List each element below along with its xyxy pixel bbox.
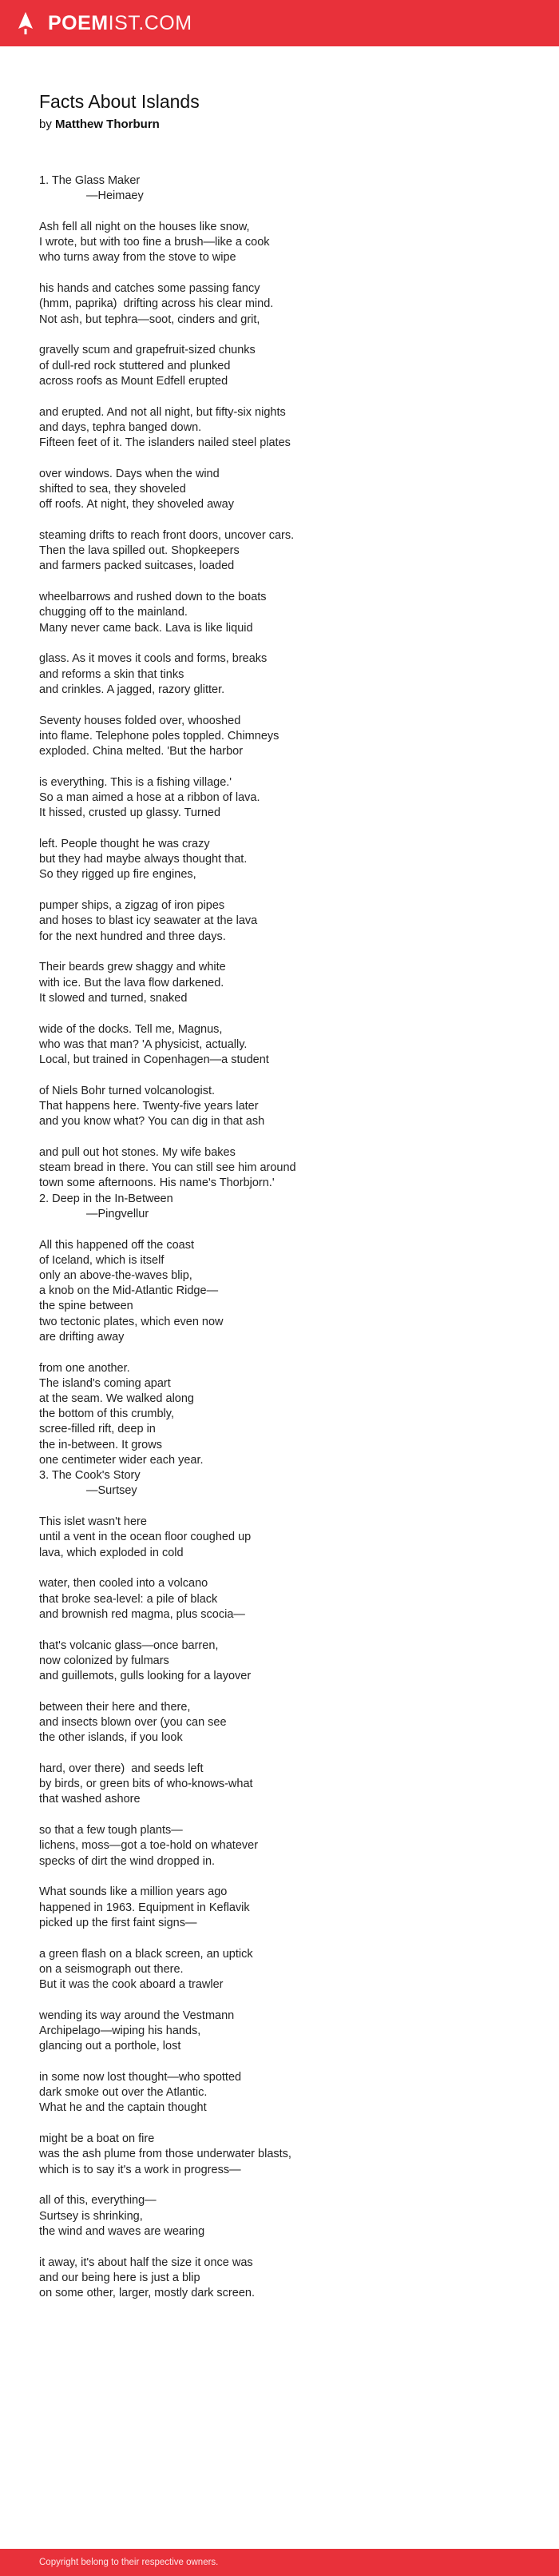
poem-line: a knob on the Mid-Atlantic Ridge— <box>39 1284 219 1298</box>
poem-line: now colonized by fulmars <box>39 1654 169 1667</box>
poem-line: What he and the captain thought <box>39 2101 207 2115</box>
poem-line: left. People thought he was crazy <box>39 838 210 851</box>
poem-stanza <box>39 714 534 760</box>
poem-line: and you know what? You can dig in that ash <box>39 1115 265 1129</box>
poem-line: a green flash on a black screen, an uptick <box>39 1947 253 1961</box>
poem-line: The island's coming apart <box>39 1376 171 1390</box>
poem-line: of Niels Bohr turned volcanologist. <box>39 1084 216 1097</box>
poem-line: of Iceland, which is itself <box>39 1253 165 1267</box>
poem-stanza <box>39 2193 534 2240</box>
poem-line: It slowed and turned, snaked <box>39 991 188 1005</box>
poem-stanza <box>39 1361 534 1499</box>
poem-line: pumper ships, a zigzag of iron pipes <box>39 899 225 913</box>
poem-line: wheelbarrows and rushed down to the boats <box>39 591 267 604</box>
poem-line: with ice. But the lava flow darkened. <box>39 976 224 989</box>
site-footer <box>0 2549 559 2576</box>
poem-line: and days, tephra banged down. <box>39 420 202 434</box>
poem-line: only an above-the-waves blip, <box>39 1269 192 1283</box>
poem-line: picked up the first faint signs— <box>39 1916 197 1929</box>
poem-stanza <box>39 1145 534 1222</box>
poem-line: his hands and catches some passing fancy <box>39 282 260 296</box>
poem-line: is everything. This is a fishing village.' <box>39 775 232 789</box>
poem-line: which is to say it's a work in progress— <box>39 2163 241 2176</box>
poem-line: and pull out hot stones. My wife bakes <box>39 1146 236 1160</box>
poem-line: between their here and there, <box>39 1700 191 1714</box>
poem-line: 2. Deep in the In-Between <box>39 1192 173 1205</box>
poem-line: 3. The Cook's Story <box>39 1469 141 1483</box>
poem-line: the other islands, if you look <box>39 1731 183 1745</box>
poem-stanza <box>39 2132 534 2178</box>
poem-line: Archipelago—wiping his hands, <box>39 2024 201 2037</box>
poem-stanza <box>39 775 534 822</box>
poem-line: the bottom of this crumbly, <box>39 1407 174 1421</box>
poem-line: so that a few tough plants— <box>39 1824 183 1837</box>
poem-line: Not ash, but tephra—soot, cinders and grit, <box>39 313 260 326</box>
poem-stanza <box>39 898 534 945</box>
poem-line: wending its way around the Vestmann <box>39 2009 235 2022</box>
brand-bold: POEM <box>48 12 109 34</box>
poem-line: the spine between <box>39 1300 133 1313</box>
poem-line: in some now lost thought—who spotted <box>39 2070 242 2084</box>
poem-stanza <box>39 173 534 204</box>
poem-stanza <box>39 2070 534 2116</box>
poem-stanza <box>39 1022 534 1069</box>
quill-pen-icon[interactable] <box>17 11 34 35</box>
poem-line: I wrote, but with too fine a brush—like a cook <box>39 236 270 249</box>
poem-line: and crinkles. A jagged, razory glitter. <box>39 683 225 696</box>
poem-line: over windows. Days when the wind <box>39 467 220 480</box>
poem-line: exploded. China melted. 'But the harbor <box>39 745 244 758</box>
poem-stanza <box>39 1947 534 1993</box>
poem-line: might be a boat on fire <box>39 2132 155 2146</box>
poem-line: who was that man? 'A physicist, actually. <box>39 1037 248 1051</box>
poem-stanza <box>39 1700 534 1746</box>
poem-line: steam bread in there. You can still see him around <box>39 1161 296 1175</box>
poem-stanza <box>39 2009 534 2055</box>
poem-line: chugging off to the mainland. <box>39 606 188 619</box>
poem-line: two tectonic plates, which even now <box>39 1315 224 1328</box>
poem-line: by birds, or green bits of who-knows-what <box>39 1778 253 1791</box>
poem-line: and reforms a skin that tinks <box>39 667 184 681</box>
poem-stanza <box>39 590 534 636</box>
poem-line: on some other, larger, mostly dark screen. <box>39 2286 255 2299</box>
poem-line: steaming drifts to reach front doors, uncover cars. <box>39 529 295 543</box>
poem-line: are drifting away <box>39 1330 125 1344</box>
poem-line: into flame. Telephone poles toppled. Chimneys <box>39 729 280 743</box>
poem-line: town some afternoons. His name's Thorbjorn.' <box>39 1177 275 1190</box>
poem-line: one centimeter wider each year. <box>39 1453 204 1467</box>
poem-line: specks of dirt the wind dropped in. <box>39 1854 216 1868</box>
poem-line: until a vent in the ocean floor coughed up <box>39 1531 252 1544</box>
poem-line: It hissed, crusted up glassy. Turned <box>39 806 221 820</box>
site-header <box>0 0 559 46</box>
poem-line: All this happened off the coast <box>39 1238 195 1252</box>
poem-line: the wind and waves are wearing <box>39 2224 205 2238</box>
poem-line: all of this, everything— <box>39 2194 157 2208</box>
poem-line: That happens here. Twenty-five years later <box>39 1100 259 1113</box>
poem-line: the in-between. It grows <box>39 1438 162 1451</box>
poem-line: So they rigged up fire engines, <box>39 868 196 882</box>
poem-line: Their beards grew shaggy and white <box>39 961 226 974</box>
poem-line: and brownish red magma, plus scocia— <box>39 1607 245 1621</box>
poem-line: Local, but trained in Copenhagen—a student <box>39 1053 269 1067</box>
poem-line: dark smoke out over the Atlantic. <box>39 2086 208 2100</box>
poem-line: wide of the docks. Tell me, Magnus, <box>39 1022 223 1036</box>
poem-line: (hmm, paprika) drifting across his clear mind. <box>39 297 274 311</box>
poem-stanza <box>39 281 534 328</box>
poem-line: that washed ashore <box>39 1793 141 1806</box>
poem-line: and guillemots, gulls looking for a layover <box>39 1669 252 1682</box>
poem-line: Seventy houses folded over, whooshed <box>39 714 241 727</box>
poem-line: it away, it's about half the size it once was <box>39 2255 253 2269</box>
poem-body <box>39 173 534 2317</box>
poem-line: Surtsey is shrinking, <box>39 2209 143 2223</box>
poem-stanza <box>39 1823 534 1869</box>
poem-line: across roofs as Mount Edfell erupted <box>39 374 228 388</box>
copyright-text: Copyright belong to their respective owners. <box>39 2558 219 2567</box>
poem-stanza <box>39 220 534 266</box>
poem-line: was the ash plume from those underwater blasts, <box>39 2148 291 2161</box>
poem-line: glancing out a porthole, lost <box>39 2040 181 2053</box>
poem-stanza <box>39 1638 534 1685</box>
poem-stanza <box>39 1762 534 1808</box>
poem-stanza <box>39 1885 534 1931</box>
poem-line: 1. The Glass Maker <box>39 174 141 187</box>
poem-author: Matthew Thorburn <box>55 117 160 131</box>
poem-line: for the next hundred and three days. <box>39 930 226 943</box>
poem-line: scree-filled rift, deep in <box>39 1423 156 1436</box>
poem-title: Facts About Islands <box>39 91 200 112</box>
poem-line: water, then cooled into a volcano <box>39 1577 208 1591</box>
poem-stanza <box>39 1238 534 1345</box>
poem-line: who turns away from the stove to wipe <box>39 251 236 265</box>
poem-stanza <box>39 960 534 1006</box>
poem-stanza <box>39 343 534 389</box>
poem-line: at the seam. We walked along <box>39 1392 194 1406</box>
poem-line: gravelly scum and grapefruit-sized chunks <box>39 344 256 357</box>
poem-line: glass. As it moves it cools and forms, breaks <box>39 652 268 666</box>
poem-line: What sounds like a million years ago <box>39 1885 228 1899</box>
section-subtitle: —Heimaey <box>86 189 144 203</box>
section-subtitle: —Surtsey <box>86 1484 137 1498</box>
poem-stanza <box>39 467 534 513</box>
poem-line: and farmers packed suitcases, loaded <box>39 559 235 573</box>
poem-stanza <box>39 1515 534 1561</box>
poem-line: Fifteen feet of it. The islanders nailed steel plates <box>39 436 291 450</box>
poem-stanza <box>39 837 534 883</box>
poem-stanza <box>39 1576 534 1622</box>
poem-line: and erupted. And not all night, but fifty-six nights <box>39 405 286 419</box>
brand-light: IST.COM <box>108 12 192 34</box>
poem-line: and our being here is just a blip <box>39 2271 200 2284</box>
poem-line: Many never came back. Lava is like liquid <box>39 621 253 635</box>
poem-line: off roofs. At night, they shoveled away <box>39 498 234 512</box>
poem-line: So a man aimed a hose at a ribbon of lava. <box>39 791 260 805</box>
poem-line: lichens, moss—got a toe-hold on whatever <box>39 1839 259 1853</box>
poem-line: hard, over there) and seeds left <box>39 1762 204 1775</box>
poem-line: shifted to sea, they shoveled <box>39 483 186 496</box>
poem-line: on a seismograph out there. <box>39 1962 184 1976</box>
site-logo[interactable] <box>48 10 192 36</box>
poem-line: But it was the cook aboard a trawler <box>39 1977 224 1991</box>
poem-line: and hoses to blast icy seawater at the lava <box>39 914 258 928</box>
poem-line: happened in 1963. Equipment in Keflavik <box>39 1901 250 1914</box>
poem-line: from one another. <box>39 1361 130 1375</box>
poem-line: that's volcanic glass—once barren, <box>39 1638 219 1652</box>
poem-line: but they had maybe always thought that. <box>39 853 248 866</box>
poem-stanza <box>39 651 534 698</box>
poem-line: Then the lava spilled out. Shopkeepers <box>39 544 240 558</box>
poem-line: of dull-red rock stuttered and plunked <box>39 359 231 372</box>
poem-stanza <box>39 1084 534 1130</box>
poem-stanza <box>39 528 534 575</box>
poem-line: and insects blown over (you can see <box>39 1715 227 1729</box>
poem-byline <box>39 117 160 133</box>
byline-prefix: by <box>39 117 52 131</box>
poem-line: This islet wasn't here <box>39 1515 147 1529</box>
poem-line: lava, which exploded in cold <box>39 1546 184 1559</box>
poem-stanza <box>39 405 534 452</box>
poem-stanza <box>39 2255 534 2302</box>
section-subtitle: —Pingvellur <box>86 1207 149 1220</box>
poem-line: that broke sea-level: a pile of black <box>39 1592 218 1606</box>
poem-line: Ash fell all night on the houses like snow, <box>39 221 250 233</box>
